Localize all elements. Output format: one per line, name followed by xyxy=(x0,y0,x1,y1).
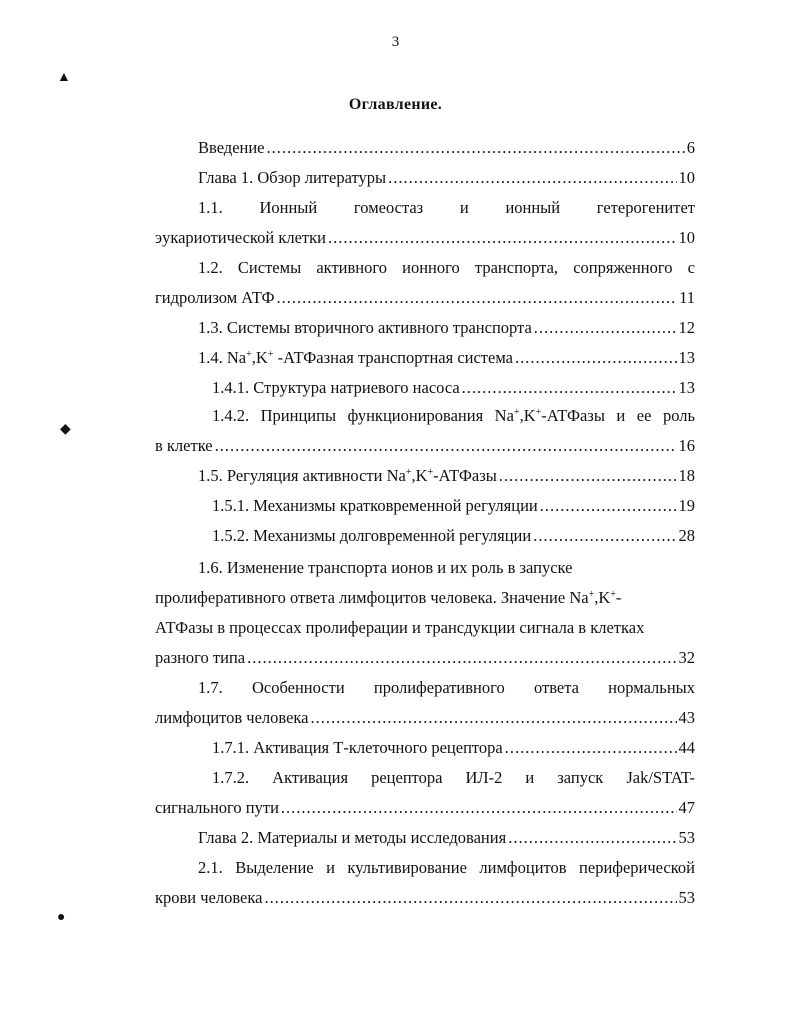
toc-entry-label: Введение xyxy=(198,138,265,157)
toc-entry-line[interactable]: 2.1. Выделение и культивирование лимфоцитов периферической xyxy=(198,858,695,877)
toc-entry-label: лимфоцитов человека xyxy=(155,708,309,727)
toc-entry-page: 28 xyxy=(678,526,695,545)
toc-entry[interactable] xyxy=(198,466,695,486)
dot-leader xyxy=(540,496,677,516)
dot-leader xyxy=(462,378,677,398)
toc-entry[interactable] xyxy=(198,138,695,158)
toc-entry[interactable] xyxy=(212,526,695,546)
scan-mark: ◆ xyxy=(60,422,71,437)
toc-entry-page: 19 xyxy=(678,496,695,515)
toc-entry-page: 10 xyxy=(678,168,695,187)
dot-leader xyxy=(499,466,677,486)
toc-entry[interactable] xyxy=(198,348,695,368)
dot-leader xyxy=(267,138,685,158)
toc-entry-page: 16 xyxy=(678,436,695,455)
toc-entry-line[interactable]: 1.7.2. Активация рецептора ИЛ-2 и запуск Jak/STAT- xyxy=(212,768,695,787)
toc-entry-page: 32 xyxy=(678,648,695,667)
dot-leader xyxy=(534,318,677,338)
toc-entry[interactable] xyxy=(155,708,695,728)
toc-entry[interactable] xyxy=(212,738,695,758)
toc-entry-line[interactable]: АТФазы в процессах пролиферации и трансдукции сигнала в клетках xyxy=(155,618,645,637)
toc-entry[interactable] xyxy=(212,378,695,398)
toc-entry-page: 13 xyxy=(678,378,695,397)
toc-entry-line[interactable]: 1.1. Ионный гомеостаз и ионный гетерогенитет xyxy=(198,198,695,217)
toc-entry-label: 1.5.1. Механизмы кратковременной регуляции xyxy=(212,496,538,515)
toc-entry-label: 1.4. Na+,K+ -АТФазная транспортная система xyxy=(198,348,513,367)
toc-entry-label: крови человека xyxy=(155,888,263,907)
toc-entry-page: 44 xyxy=(678,738,695,757)
toc-entry-label: Глава 1. Обзор литературы xyxy=(198,168,387,187)
toc-entry-label: разного типа xyxy=(155,648,246,667)
toc-entry[interactable] xyxy=(198,168,695,188)
toc-entry-line[interactable]: 1.2. Системы активного ионного транспорта, сопряженного с xyxy=(198,258,695,277)
toc-entry-page: 6 xyxy=(686,138,695,157)
dot-leader xyxy=(328,228,677,248)
dot-leader xyxy=(310,708,676,728)
toc-entry-page: 12 xyxy=(678,318,695,337)
dot-leader xyxy=(281,798,677,818)
dot-leader xyxy=(215,436,677,456)
toc-entry[interactable] xyxy=(198,828,695,848)
toc-entry[interactable] xyxy=(155,436,695,456)
toc-entry-label: 1.4.1. Структура натриевого насоса xyxy=(212,378,460,397)
dot-leader xyxy=(388,168,676,188)
toc-entry[interactable] xyxy=(155,288,695,308)
dot-leader xyxy=(515,348,677,368)
toc-entry-line[interactable]: 1.6. Изменение транспорта ионов и их роль в запуске xyxy=(198,558,573,577)
toc-entry-page: 53 xyxy=(678,828,695,847)
toc-entry-label: в клетке xyxy=(155,436,213,455)
toc-entry[interactable] xyxy=(155,648,695,668)
toc-entry[interactable] xyxy=(155,798,695,818)
dot-leader xyxy=(247,648,676,668)
toc-entry-label: 1.7.1. Активация Т-клеточного рецептора xyxy=(212,738,503,757)
toc-entry-label: эукариотической клетки xyxy=(155,228,326,247)
toc-entry-label: Глава 2. Материалы и методы исследования xyxy=(198,828,507,847)
toc-entry-page: 43 xyxy=(678,708,695,727)
toc-entry[interactable] xyxy=(155,228,695,248)
dot-leader xyxy=(264,888,676,908)
dot-leader xyxy=(508,828,676,848)
toc-entry-label: гидролизом АТФ xyxy=(155,288,275,307)
toc-entry-line[interactable]: 1.4.2. Принципы функционирования Na+,K+-АТФазы и ее роль xyxy=(212,406,695,425)
toc-entry[interactable] xyxy=(155,888,695,908)
dot-leader xyxy=(533,526,676,546)
toc-entry-page: 18 xyxy=(678,466,695,485)
toc-entry[interactable] xyxy=(198,318,695,338)
scan-mark: ▲ xyxy=(57,70,71,85)
page-number: 3 xyxy=(391,34,400,50)
toc-entry-label: 1.3. Системы вторичного активного транспорта xyxy=(198,318,532,337)
toc-entry-page: 10 xyxy=(678,228,695,247)
scan-mark: ● xyxy=(57,910,66,925)
toc-entry-page: 47 xyxy=(678,798,695,817)
toc-entry-label: сигнального пути xyxy=(155,798,279,817)
toc-entry-page: 53 xyxy=(678,888,695,907)
toc-entry-line[interactable]: 1.7. Особенности пролиферативного ответа нормальных xyxy=(198,678,695,697)
toc-title: Оглавление. xyxy=(348,96,443,113)
toc-entry-label: 1.5. Регуляция активности Na+,K+-АТФазы xyxy=(198,466,497,485)
dot-leader xyxy=(505,738,677,758)
dot-leader xyxy=(276,288,677,308)
toc-entry-page: 13 xyxy=(678,348,695,367)
toc-entry-label: 1.5.2. Механизмы долговременной регуляции xyxy=(212,526,532,545)
toc-entry-page: 11 xyxy=(679,288,695,307)
toc-entry[interactable] xyxy=(212,496,695,516)
toc-entry-line[interactable]: пролиферативного ответа лимфоцитов человека. Значение Na+,K+- xyxy=(155,588,622,607)
